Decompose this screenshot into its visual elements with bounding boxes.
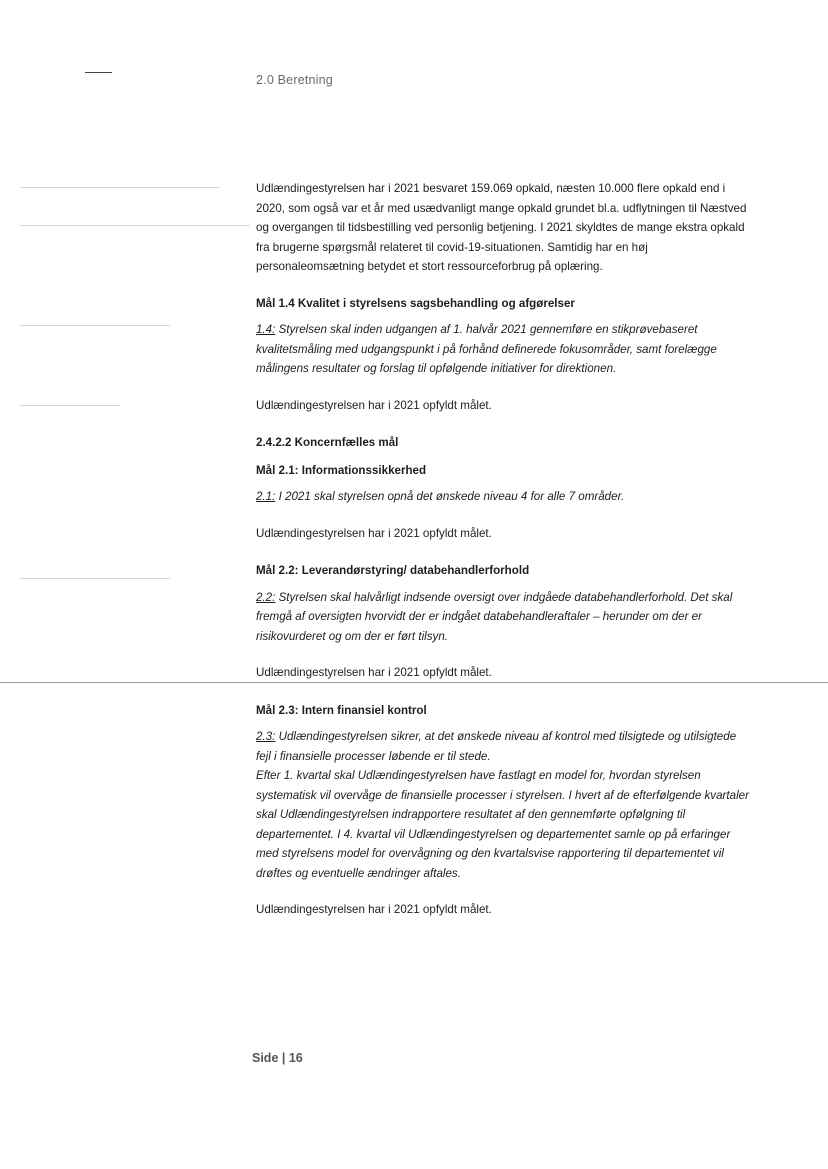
intro-paragraph: Udlændingestyrelsen har i 2021 besvaret 159.069 opkald, næsten 10.000 flere opkald end i 2020, som også var et år med usædvanligt mange opkald grundet bl.a. udflytningen til Næstved og overgangen til tidsbestilling ved personlig betjening. I 2021 skyldtes de mange ekstra opkald fra brugerne spørgsmål relateret til covid-19-situationen. Samtidig har en høj personaleomsætning betydet et stort ressourceforbrug på oplæring. [256,182,747,273]
section-header: 2.0 Beretning [256,73,333,87]
scan-artifact [20,187,220,188]
goal-2-2-body: Styrelsen skal halvårligt indsende oversigt over indgåede databehandlerforhold. Det skal fremgå af oversigten hvorvidt der er indgået databehandleraftaler – herunder om der er risikovurderet og om der er ført tilsyn. [256,590,733,643]
goal-1-4-result: Udlændingestyrelsen har i 2021 opfyldt målet. [256,398,492,412]
header-rule [85,72,112,73]
goal-2-1-body: I 2021 skal styrelsen opnå det ønskede niveau 4 for alle 7 områder. [278,490,625,503]
scan-artifact [20,405,120,406]
goal-2-3-result: Udlændingestyrelsen har i 2021 opfyldt målet. [256,903,492,916]
goal-2-3-text [256,727,752,883]
page-number: Side | 16 [252,1051,303,1065]
scan-artifact [20,578,170,579]
report-body [256,179,752,938]
goal-2-2-result: Udlændingestyrelsen har i 2021 opfyldt målet. [256,666,492,679]
scan-artifact [20,325,170,326]
goal-2-3-part-1 [256,727,752,766]
goal-1-4-body: Styrelsen skal inden udgangen af 1. halvår 2021 gennemføre en stikprøvebaseret kvalitetsmåling med udgangspunkt i på forhånd definerede fokusområder, samt forelægge målingens resultater og forslag til opfølgende initiativer for direktionen. [256,323,717,375]
goal-2-2-heading: Mål 2.2: Leverandørstyring/ databehandlerforhold [256,564,530,577]
goal-2-1-heading: Mål 2.1: Informationssikkerhed [256,463,427,477]
goal-2-3-heading: Mål 2.3: Intern finansiel kontrol [256,703,427,717]
goal-2-2-ref: 2.2: [256,590,276,604]
goal-2-3-ref: 2.3: [256,730,276,743]
goal-1-4-heading: Mål 1.4 Kvalitet i styrelsens sagsbehandling og afgørelser [256,296,575,310]
goal-2-3-body-1: Udlændingestyrelsen sikrer, at det ønskede niveau af kontrol med tilsigtede og utilsigtede fejl i finansielle processer løbende er til stede. [256,730,737,763]
scan-artifact [20,225,250,226]
goal-1-4-ref: 1.4: [256,323,276,336]
goal-2-1-ref: 2.1: [256,490,276,503]
section-2422-heading: 2.4.2.2 Koncernfælles mål [256,436,399,449]
goal-2-3-part-2: Efter 1. kvartal skal Udlændingestyrelsen have fastlagt en model for, hvordan styrelsen systematisk vil overvåge de finansielle processer i styrelsen. I hvert af de efterfølgende kvartaler skal Udlændingestyrelsen indrapportere resultatet af den gennemførte opfølgning til departementet. I 4. kvartal vil Udlændingestyrelsen og departementet samle op på erfaringer med styrelsens model for overvågning og den kvartalsvise rapportering til departementet vil drøftes og eventuelle ændringer aftales. [256,769,749,880]
goal-2-1-result: Udlændingestyrelsen har i 2021 opfyldt målet. [256,526,492,540]
goal-1-4-text [256,320,752,379]
goal-2-2-text [256,588,752,647]
goal-2-1-text [256,487,752,507]
